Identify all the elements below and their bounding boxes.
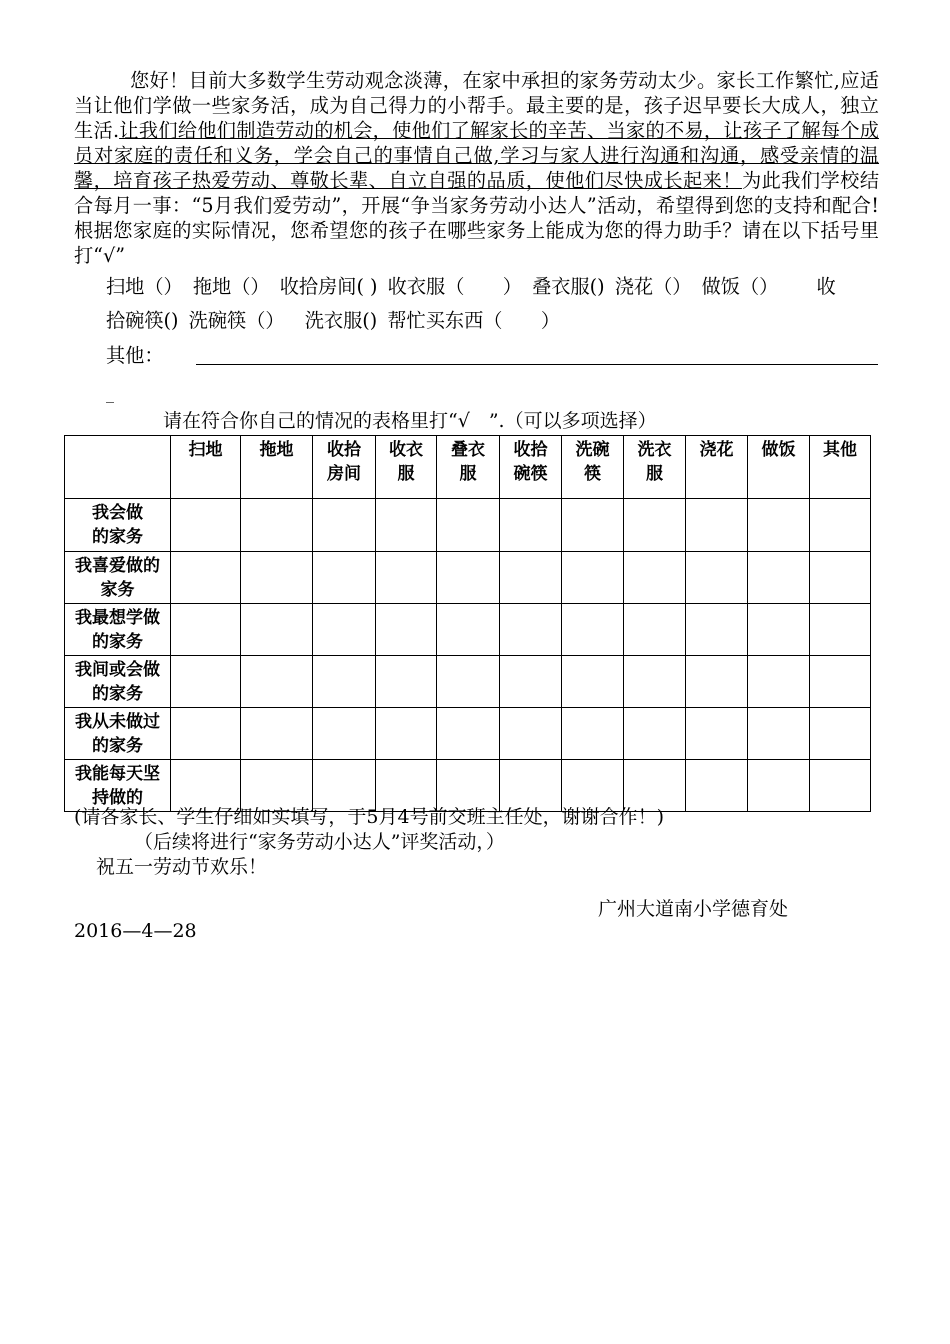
- option-sweep[interactable]: 扫地（）: [106, 275, 183, 298]
- row-header-daily-persist: 我能每天坚持做的: [65, 760, 171, 812]
- checkbox-cell[interactable]: [376, 656, 437, 708]
- checkbox-cell[interactable]: [562, 552, 624, 604]
- checkbox-cell[interactable]: [171, 552, 241, 604]
- option-clear-dishes-start[interactable]: 收: [816, 275, 836, 298]
- checkbox-cell[interactable]: [748, 604, 810, 656]
- other-input-line[interactable]: [196, 364, 878, 365]
- column-header-other: 其他: [810, 436, 871, 499]
- checkbox-cell[interactable]: [686, 552, 748, 604]
- column-header-cook: 做饭: [748, 436, 810, 499]
- other-label: 其他：: [106, 344, 164, 367]
- checkbox-cell[interactable]: [313, 604, 376, 656]
- option-wash-dishes[interactable]: 洗碗筷（）: [188, 309, 285, 332]
- intro-text-underlined: 让我们给他们制造劳动的机会，使他们了解家长的辛苦、当家的不易，让孩子了解每个成员对家庭的责任和义务，学会自己的事情自己做,学习与家人进行沟通和沟通，感受亲情的温馨，培育孩子热爱劳动、尊敬长辈、自立自强的品质，使他们尽快成长起来！: [74, 119, 879, 192]
- checkbox-cell[interactable]: [171, 499, 241, 552]
- checkbox-cell[interactable]: [313, 656, 376, 708]
- option-wash-clothes[interactable]: 洗衣服(): [304, 309, 378, 332]
- table-row: [65, 552, 871, 604]
- footer-note-submit: (请各家长、学生仔细如实填写，于5月4号前交班主任处，谢谢合作！): [74, 806, 665, 828]
- option-take-in-clothes[interactable]: 收衣服（ ）: [387, 275, 522, 298]
- checkbox-cell[interactable]: [500, 604, 562, 656]
- row-header-most-want-to-learn: 我最想学做的家务: [65, 604, 171, 656]
- checkbox-cell[interactable]: [810, 499, 871, 552]
- column-header-wash-dishes: 洗碗筷: [562, 436, 624, 499]
- checkbox-cell[interactable]: [437, 708, 500, 760]
- checkbox-cell[interactable]: [437, 552, 500, 604]
- checkbox-cell[interactable]: [241, 708, 313, 760]
- checkbox-cell[interactable]: [562, 656, 624, 708]
- checkbox-cell[interactable]: [748, 499, 810, 552]
- option-tidy-room[interactable]: 收拾房间( ): [279, 275, 378, 298]
- column-header-clear-dishes: 收拾碗筷: [500, 436, 562, 499]
- checkbox-cell[interactable]: [376, 708, 437, 760]
- checkbox-cell[interactable]: [562, 604, 624, 656]
- checkbox-cell[interactable]: [500, 499, 562, 552]
- checkbox-cell[interactable]: [313, 708, 376, 760]
- intro-paragraph: [74, 68, 879, 268]
- checkbox-cell[interactable]: [171, 604, 241, 656]
- column-header-sweep: 扫地: [171, 436, 241, 499]
- checkbox-cell[interactable]: [686, 708, 748, 760]
- checkbox-cell[interactable]: [376, 499, 437, 552]
- checkbox-cell[interactable]: [171, 656, 241, 708]
- checkbox-cell[interactable]: [810, 604, 871, 656]
- intro-text-part2: 为此我们学校结合每月一事：“5月我们爱劳动”，开展“争当家务劳动小达人”活动，希望得到您的支持和配合!根据您家庭的实际情况，您希望您的孩子在哪些家务上能成为您的得力助手？请在以下括号里打“√”: [74, 169, 880, 267]
- row-header-can-do: 我会做的家务: [65, 499, 171, 552]
- checkbox-cell[interactable]: [500, 656, 562, 708]
- checkbox-cell[interactable]: [810, 552, 871, 604]
- column-header-water-flowers: 浇花: [686, 436, 748, 499]
- checkbox-cell[interactable]: [500, 708, 562, 760]
- checkbox-cell[interactable]: [500, 552, 562, 604]
- column-header-mop: 拖地: [241, 436, 313, 499]
- checkbox-cell[interactable]: [624, 656, 686, 708]
- checkbox-cell[interactable]: [376, 552, 437, 604]
- option-mop[interactable]: 拖地（）: [192, 275, 270, 298]
- column-header-fold-clothes: 叠衣服: [437, 436, 500, 499]
- table-row: [65, 656, 871, 708]
- table-title: 请在符合你自己的情况的表格里打“√ ”.（可以多项选择）: [163, 410, 657, 432]
- row-header-never-done: 我从未做过的家务: [65, 708, 171, 760]
- checkbox-cell[interactable]: [171, 708, 241, 760]
- dash-mark: _: [106, 384, 114, 403]
- column-header-tidy-room: 收拾房间: [313, 436, 376, 499]
- checkbox-cell[interactable]: [686, 499, 748, 552]
- footer-date: 2016—4—28: [74, 920, 197, 942]
- checkbox-cell[interactable]: [810, 708, 871, 760]
- table-row: [65, 708, 871, 760]
- column-header-take-in-clothes: 收衣服: [376, 436, 437, 499]
- checkbox-cell[interactable]: [748, 708, 810, 760]
- checkbox-cell[interactable]: [810, 760, 871, 812]
- checkbox-cell[interactable]: [376, 604, 437, 656]
- footer-note-award: （后续将进行“家务劳动小达人”评奖活动，）: [134, 831, 505, 853]
- checkbox-cell[interactable]: [437, 499, 500, 552]
- option-fold-clothes[interactable]: 叠衣服(): [532, 275, 605, 298]
- table-header-row: [65, 436, 871, 499]
- checkbox-cell[interactable]: [686, 604, 748, 656]
- option-clear-dishes[interactable]: 拾碗筷(): [106, 309, 179, 332]
- row-header-occasionally-do: 我间或会做的家务: [65, 656, 171, 708]
- checkbox-cell[interactable]: [686, 760, 748, 812]
- checkbox-cell[interactable]: [624, 552, 686, 604]
- checkbox-cell[interactable]: [241, 656, 313, 708]
- checkbox-cell[interactable]: [624, 499, 686, 552]
- checkbox-cell[interactable]: [748, 656, 810, 708]
- chore-options-row-2: [106, 308, 564, 334]
- option-cook[interactable]: 做饭（）: [701, 275, 779, 298]
- checkbox-cell[interactable]: [748, 760, 810, 812]
- checkbox-cell[interactable]: [624, 708, 686, 760]
- table-corner-cell: [65, 436, 171, 499]
- chore-options-row-1: [106, 274, 840, 300]
- table-row: [65, 499, 871, 552]
- table-row: [65, 604, 871, 656]
- checkbox-cell[interactable]: [562, 499, 624, 552]
- checkbox-cell[interactable]: [810, 656, 871, 708]
- checkbox-cell[interactable]: [241, 552, 313, 604]
- intro-text-part1: 您好！目前大多数学生劳动观念淡薄，在家中承担的家务劳动太少。家长工作繁忙,应适当让他们学做一些家务活，成为自己得力的小帮手。最主要的是，孩子迟早要长大成人，独立生活.: [74, 69, 879, 142]
- option-help-shopping[interactable]: 帮忙买东西（ ）: [387, 309, 561, 332]
- checkbox-cell[interactable]: [313, 499, 376, 552]
- checkbox-cell[interactable]: [437, 604, 500, 656]
- checkbox-cell[interactable]: [313, 552, 376, 604]
- checkbox-cell[interactable]: [562, 708, 624, 760]
- footer-signature: 广州大道南小学德育处: [598, 898, 789, 920]
- checkbox-cell[interactable]: [748, 552, 810, 604]
- checkbox-cell[interactable]: [241, 499, 313, 552]
- row-header-like-to-do: 我喜爱做的家务: [65, 552, 171, 604]
- checkbox-cell[interactable]: [686, 656, 748, 708]
- checkbox-cell[interactable]: [624, 604, 686, 656]
- chore-table: [64, 435, 871, 812]
- footer-greeting: 祝五一劳动节欢乐！: [96, 856, 268, 878]
- option-water-flowers[interactable]: 浇花（）: [614, 275, 692, 298]
- checkbox-cell[interactable]: [241, 604, 313, 656]
- checkbox-cell[interactable]: [437, 656, 500, 708]
- column-header-wash-clothes: 洗衣服: [624, 436, 686, 499]
